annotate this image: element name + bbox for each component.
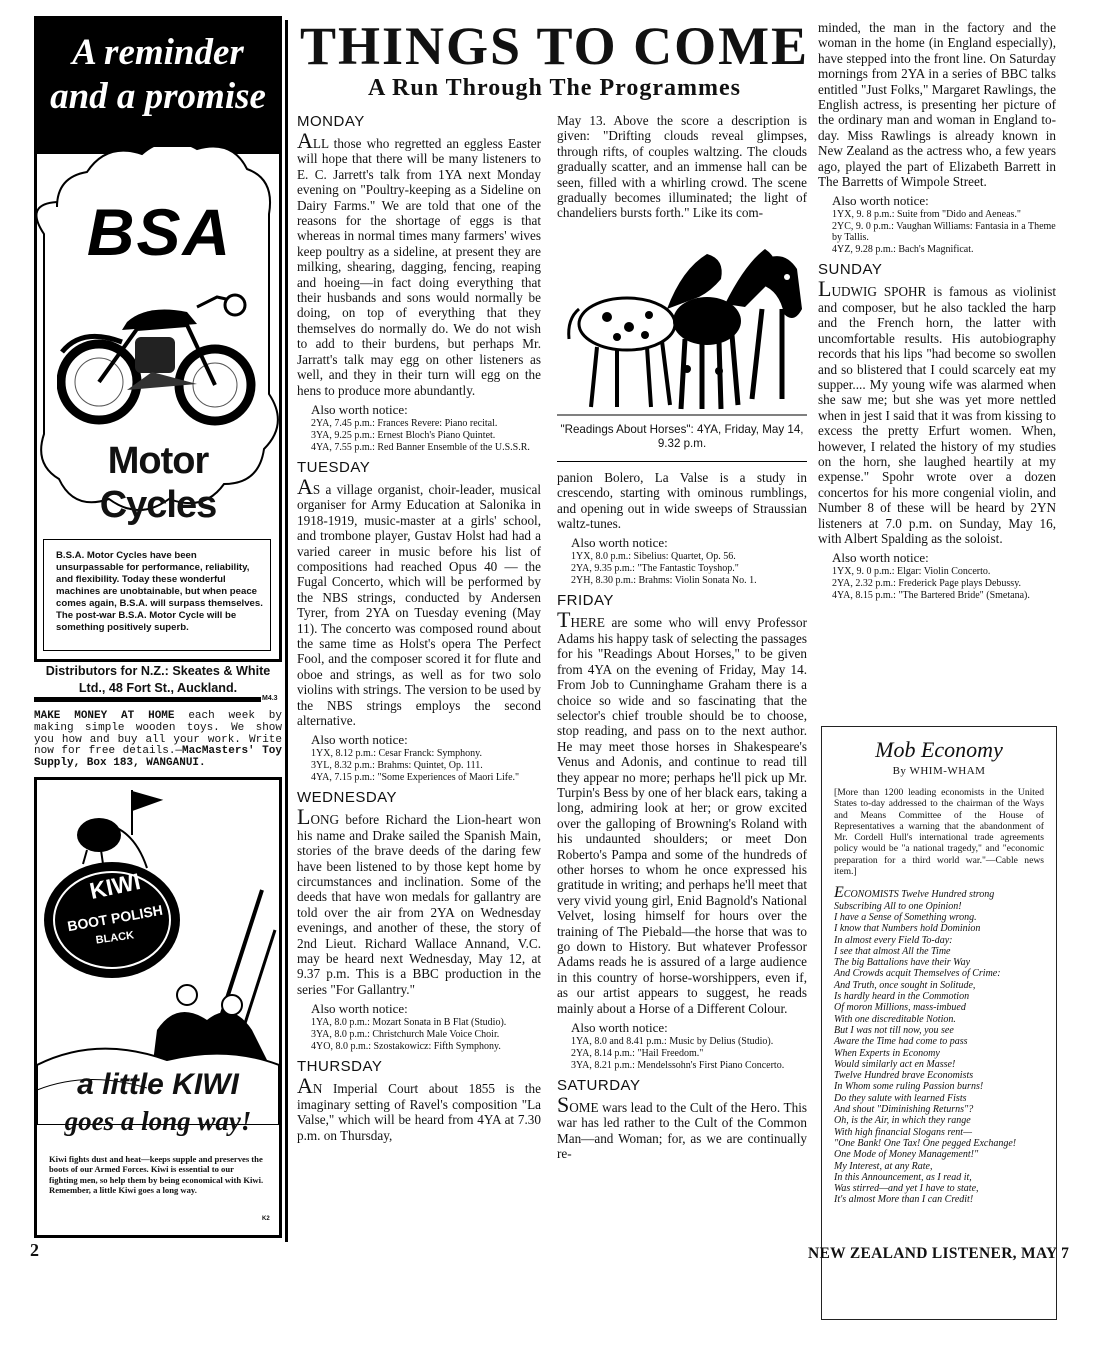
notice-item: 3YL, 8.32 p.m.: Brahms: Quintet, Op. 111. (311, 760, 483, 772)
notice-item: 2YA, 8.14 p.m.: "Hail Freedom." (571, 1048, 704, 1060)
dropcap-monday: A (297, 128, 313, 153)
poem-line: It's almost More than I can Credit! (834, 1194, 974, 1206)
tuesday-body: S a village organist, choir-leader, musical organiser for Army Education at Salonika in 1918-1919, music-master at a girls' school, and trombone player, Gustav Holst had had a varied career in music before his list of compositions had reached Opus 40 — the Fugal Concerto, which will be performed by the NBS strings, conducted by Andersen Tyrer, from 2YA on Tuesday evening (May 11). The concerto was composed round about the same time as Holst's opera The Perfect Fool, and the composer scored it for flute and oboe and strings, as well as for two solo violins with strings. The version to be used by the NBS strings employs the second alternative. (297, 481, 541, 728)
heading-saturday: SATURDAY (557, 1077, 641, 1095)
notice-item: 1YA, 8.0 p.m.: Mozart Sonata in B Flat (Studio). (311, 1017, 507, 1029)
poem-line: And Truth, once sought in Solitude, (834, 979, 976, 991)
column-2 (557, 113, 807, 1162)
column-rule (285, 20, 288, 1242)
tuesday-text (297, 473, 541, 729)
bsa-advertisement (34, 16, 282, 662)
page-number: 2 (30, 1240, 39, 1260)
illustration-caption: "Readings About Horses": 4YA, Friday, May 14, 9.32 p.m. (560, 422, 804, 450)
poem-line: I know that Numbers hold Dominion (834, 923, 981, 935)
kiwi-code: K2 (262, 1216, 270, 1222)
page-title: THINGS TO COME (299, 16, 810, 76)
column-3 (818, 20, 1056, 602)
poem-line: Would similarly act en Masse! (834, 1058, 956, 1070)
poem-line: I have a Sense of Something wrong. (834, 911, 977, 923)
kiwi-tin-brand: KIWI (87, 867, 143, 905)
friday-body: HERE are some who will envy Professor Adams his happy task of selecting the passages for his "Readings About Horses," to be given from 4YA on the evening of Friday, May 14. From Job to Cunninghame Graham there is a choice so wide and so fascinating that the selector's chief trouble should be to choose, stop reading, and pass on to the next author. He may meet those horses in Shakespeare's Venus and Adonis, and continue to read till they appear no more; perhaps he'll pick up Mr. Turpin's Bess by one of her black ears, taking a long, admiring look at her; or grow excited over the galloping of Browning's Roland with his undaunted shoulders; or meet Don Roberto's Pampa and some of the hundreds of other horses to whom he once expressed his gratitude in writing; and perhaps he'll meet that very vivid young girl, Enid Bagnold's National Velvet, losing himself for hours over the training of The Piebald—the horse that was to go down to History. But whatever Professor Adams reads he is assured of a large audience in this country of horse-worshippers, even if, as our artist appears to suggest, he reads mainly about a Horse of a Different Colour. (557, 615, 807, 1016)
monday-body: LL those who regretted an eggless Easter will hope that there will be many listeners to E. C. Jarrett's talk from 1YA next Monday evening on "Poultry-keeping as a Sideline on Dairy Farms." We are told that one of the reasons for the shortage of eggs is that whereas in normal times many farmers' wives keep poultry as a sideline, at present they are milking, shearing, dagging, fencing, reaping and hoeing—in fact doing everything that their husbands and sons would normally be doing, on top of everything that they themselves do normally do. We do not wish to add to their burdens, but perhaps Mr. Jarratt's talk may egg on other listeners as well, and they in their turn will egg on the hens to produce more abundantly. (297, 136, 541, 398)
poem-line: With high financial Slogans rent— (834, 1126, 972, 1138)
poem-epigraph: [More than 1200 leading economists in the United States to-day addressed to the chairman of the Ways and Means Committee of the House of Representatives a warning that the abandonment of Mr. Cordell Hull's international trade agreements policy would be "a national tragedy," and "economic preparation for a third world war."—Cable news item.] (834, 787, 1044, 878)
poem-line: The big Battalions have their Way (834, 957, 971, 969)
kiwi-copy: Kiwi fights dust and heat—keeps supple and preserves the boots of our Armed Forces. Kiwi is essential to our fighting men, so help them by being economical with Kiwi. Remember, a little Kiwi goes a long way. (49, 1154, 264, 1195)
poem-line: With one discreditable Notion. (834, 1013, 956, 1025)
poem-line: I see that almost All the Time (834, 945, 951, 957)
poem-line: Of moron Millions, mass-imbued (834, 1002, 966, 1014)
poem-line: Is hardly heard in the Commotion (834, 991, 970, 1003)
bsa-copy-text: B.S.A. Motor Cycles have been unsurpassable for performance, reliability, and flexibility. Today these wonderful machines are unobtainable, but when peace comes again, B.S.A. will surpass themselves. (56, 550, 263, 609)
kiwi-slogan-2: goes a long way! (64, 1106, 252, 1136)
notice-item: 1YX, 9. 0 p.m.: Elgar: Violin Concerto. (832, 566, 991, 578)
page-subtitle: A Run Through The Programmes (368, 75, 741, 101)
poem-line: "One Bank! One Tax! One pegged Exchange! (834, 1137, 1017, 1149)
bsa-headline-1: A reminder (72, 32, 244, 73)
heading-sunday: SUNDAY (818, 261, 883, 279)
notice-item: 2YA, 2.32 p.m.: Frederick Page plays Debussy. (832, 578, 1022, 590)
poem-line: Was stirred—and yet I have to state, (834, 1183, 979, 1195)
notice-item: 3YA, 8.0 p.m.: Christchurch Male Voice Choir. (311, 1029, 500, 1041)
divider-bar (34, 697, 261, 702)
dropcap-thursday: A (297, 1073, 313, 1099)
thursday-also-heading: Also worth notice: (571, 535, 668, 551)
heading-tuesday: TUESDAY (297, 458, 371, 476)
bsa-distributors: Distributors for N.Z.: Skeates & White Ltd., 48 Fort St., Auckland. (45, 664, 271, 695)
monday-also-heading: Also worth notice: (311, 401, 408, 417)
notice-item: 4YA, 8.15 p.m.: "The Bartered Bride" (Smetana). (832, 590, 1030, 602)
poem-line: In this Announcement, as I read it, (834, 1171, 972, 1183)
dropcap-wednesday: L (297, 804, 311, 830)
saturday-text (557, 1092, 807, 1162)
thursday-continued-2: panion Bolero, La Valse is a study in crescendo, starting with ominous rumblings, and opening out in wide sweeps of Straussian waltz-tunes. (557, 469, 807, 532)
poem-title: Mob Economy (875, 737, 1003, 762)
poem-line: My Interest, at any Rate, (834, 1160, 933, 1172)
horses-illustration (557, 229, 807, 419)
notice-item: 3YA, 8.21 p.m.: Mendelssohn's First Piano Concerto. (571, 1060, 785, 1072)
publication-footer: NEW ZEALAND LISTENER, MAY 7 (808, 1245, 1070, 1262)
mob-economy-poem-box (821, 726, 1057, 1320)
monday-text (297, 128, 541, 398)
notice-item: 1YA, 8.0 and 8.41 p.m.: Music by Delius (Studio). (571, 1036, 774, 1048)
thursday-text (297, 1073, 541, 1143)
dropcap-sunday: L (818, 276, 832, 302)
poem-line: Do they salute with learned Fists (834, 1092, 967, 1104)
heading-wednesday: WEDNESDAY (297, 789, 398, 807)
bsa-product-name: Motor Cycles (99, 440, 217, 526)
kiwi-slogan-1: a little KIWI (77, 1068, 239, 1101)
bsa-headline-2: and a promise (50, 76, 266, 117)
wednesday-text (297, 804, 541, 997)
notice-item: 4YA, 7.15 p.m.: "Some Experiences of Maori Life." (311, 772, 520, 784)
notice-item: 2YH, 8.30 p.m.: Brahms: Violin Sonata No. 1. (571, 575, 757, 587)
notice-item: 3YA, 9.25 p.m.: Ernest Bloch's Piano Quintet. (311, 429, 496, 441)
kiwi-tin-color: BLACK (95, 929, 135, 947)
notice-item: 2YA, 7.45 p.m.: Frances Revere: Piano recital. (311, 417, 498, 429)
dropcap-saturday: S (557, 1092, 570, 1118)
saturday-body: OME wars lead to the Cult of the Hero. This war has led rather to the Cult of the Common Man—and Woman; for, as we are continually re- (557, 1100, 807, 1162)
sunday-body: UDWIG SPOHR is famous as violinist and composer, but he also tackled the harp and the French horn, the latter with uncomfortable results. His autobiography records that his lips "had become so swollen and so blistered that I could scarcely eat my supper.... My young wife was alarmed when she saw me; but she was yet more nettled when in jest I said that it was from kissing to excess the pretty Erfurt women. When, however, I related the history of my studies on the horn, she laughed heartily at my expense." Spohr wrote over a dozen concertos for his more congenial violin, and Number 8 of these will be heard by 2YN listeners at 7.0 p.m. on Sunday, May 16, with Albert Spalding as the soloist. (818, 284, 1056, 546)
poem-line: In almost every Field To-day: (834, 934, 953, 946)
sunday-text (818, 276, 1056, 546)
notice-item: 2YA, 9.35 p.m.: "The Fantastic Toyshop." (571, 563, 739, 575)
notice-item: 4YA, 7.55 p.m.: Red Banner Ensemble of the U.S.S.R. (311, 441, 530, 453)
wednesday-body: ONG before Richard the Lion-heart won his name and Drake sailed the Spanish Main, stories of the brave deeds of the daring few have been listened to by those kept home by circumstances and inclination. Some of the deeds that have won medals for gallantry are told over the air from 2YA on Wednesday evenings, and another of these, the story of 2nd Lieut. Richard Wallace Annand, V.C. may be heard next Wednesday, May 12, at 9.37 p.m. This is a BBC production in the series "For Gallantry." (297, 812, 541, 997)
column-1 (297, 113, 541, 1143)
poem-line: Oh, is the Air, in which they range (834, 1115, 971, 1127)
notice-item: 1YX, 8.0 p.m.: Sibelius: Quartet, Op. 56. (571, 551, 736, 563)
dropcap-friday: T (557, 607, 571, 633)
tuesday-also-heading: Also worth notice: (311, 732, 408, 748)
classified-ad-address: MacMasters' Toy Supply, Box 183, WANGANUI. (34, 745, 282, 770)
dropcap-tuesday: A (297, 473, 313, 499)
notice-item: 2YC, 9. 0 p.m.: Vaughan Williams: Fantasia in a Theme by Tallis. (832, 221, 1056, 244)
poem-dropcap: E (834, 884, 844, 902)
classified-ad-heading: MAKE MONEY AT HOME (34, 710, 175, 722)
heading-monday: MONDAY (297, 113, 365, 130)
notice-item: 1YX, 8.12 p.m.: Cesar Franck: Symphony. (311, 748, 483, 760)
heading-friday: FRIDAY (557, 592, 614, 610)
poem-first-line (834, 884, 1044, 902)
thursday-body: N Imperial Court about 1855 is the imaginary setting of Ravel's composition "La Valse," which will be heard from 4YA at 7.30 p.m. on Thursday, (297, 1081, 541, 1143)
classified-ad (34, 711, 282, 770)
poem-line: Subscribing All to one Opinion! (834, 900, 962, 912)
poem-line: Aware the Time had come to pass (834, 1036, 968, 1048)
sunday-also-heading: Also worth notice: (832, 550, 929, 566)
bsa-headline-block (37, 19, 279, 154)
bsa-logo: BSA (86, 195, 233, 269)
divider (557, 461, 807, 462)
friday-also-heading: Also worth notice: (571, 1020, 668, 1036)
poem-line: When Experts in Economy (834, 1047, 940, 1059)
notice-item: 4YO, 8.0 p.m.: Szostakowicz: Fifth Symphony. (311, 1041, 501, 1053)
poem-line: One Mode of Money Management!" (834, 1149, 979, 1161)
bsa-copy-text-2: The post-war B.S.A. Motor Cycle will be something positively superb. (56, 610, 237, 633)
poem-byline: By WHIM-WHAM (892, 765, 986, 777)
notice-item: 1YX, 9. 8 p.m.: Suite from "Dido and Aeneas." (832, 209, 1021, 221)
saturday-continued: minded, the man in the factory and the woman in the home (in England especially), have stepped into the front line. On Saturday mornings from 2YA in a series of BBC talks entitled "Just Folks," Margaret Rawlings, the English actress, is presenting her picture of the ordinary man and woman in England to-day. Miss Rawlings is already known in New Zealand as the actress who, a few years ago, played the part of Elizabeth Barrett in The Barretts of Wimpole Street. (818, 20, 1056, 190)
saturday-also-heading: Also worth notice: (832, 193, 929, 209)
poem-line: Twelve Hundred brave Economists (834, 1070, 974, 1082)
bsa-code: M4.3 (262, 695, 278, 702)
heading-thursday: THURSDAY (297, 1058, 383, 1076)
kiwi-tin-label: BOOT POLISH (66, 901, 164, 935)
wednesday-also-heading: Also worth notice: (311, 1001, 408, 1017)
thursday-continued: May 13. Above the score a description is given: "Drifting clouds reveal glimpses, through rifts, of couples waltzing. The clouds gradually scatter, and an immense hall can be seen, filled with a whirling crowd. The scene gradually becomes illuminated; the light of chandeliers bursts forth." Like its com- (557, 113, 807, 221)
poem-lines (834, 901, 1046, 1206)
notice-item: 4YZ, 9.28 p.m.: Bach's Magnificat. (832, 244, 974, 256)
friday-text (557, 607, 807, 1016)
poem-line: But I was not till now, you see (834, 1024, 954, 1036)
poem-line: And shout "Diminishing Returns"? (834, 1104, 974, 1116)
bsa-copy-box (43, 539, 271, 651)
poem-first-line-text: CONOMISTS Twelve Hundred strong (843, 889, 995, 901)
motorcycle-illustration (57, 267, 257, 437)
kiwi-advertisement (34, 777, 282, 1238)
poem-line: And Crowds acquit Themselves of Crime: (834, 968, 1001, 980)
classified-ad-body: each week by making simple wooden toys. We show you how and buy all your work. Write now for free details.— (34, 710, 282, 758)
poem-line: In Whom some ruling Passion burns! (834, 1081, 984, 1093)
